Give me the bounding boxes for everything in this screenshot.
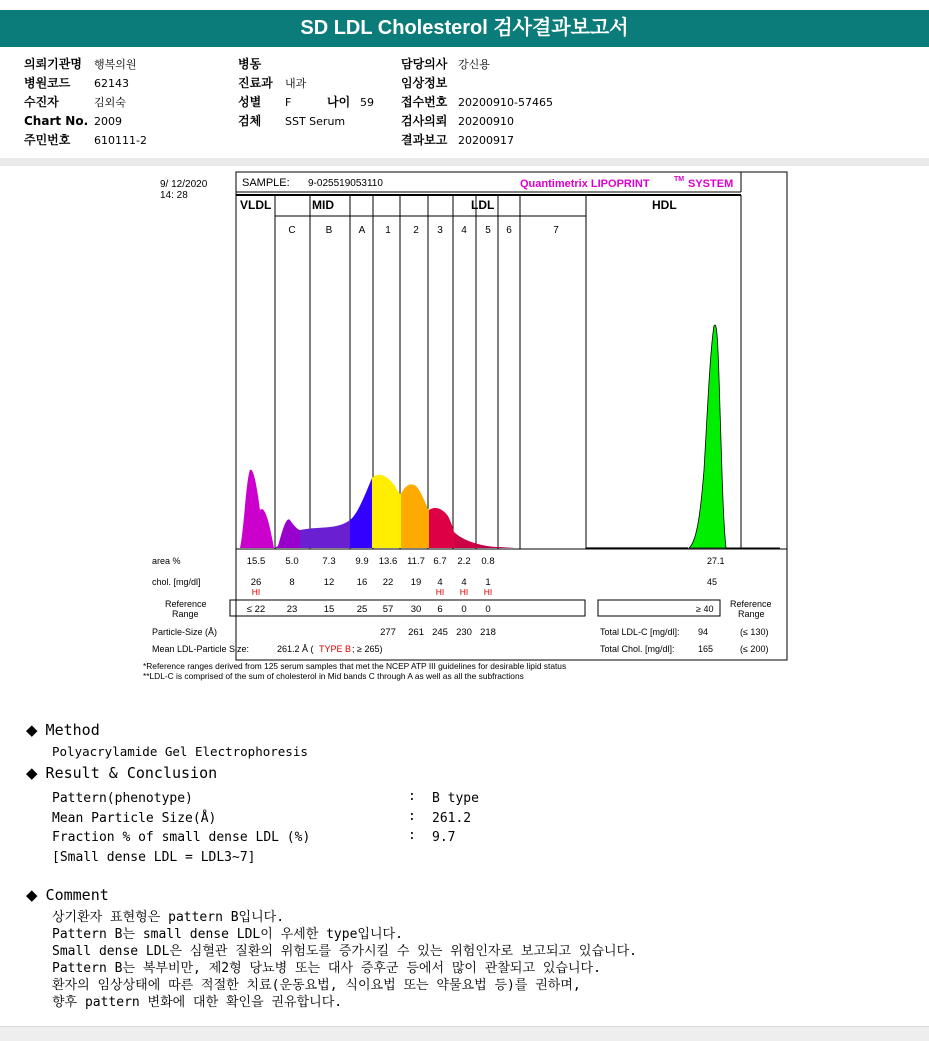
ref-label-2: Range bbox=[172, 609, 199, 619]
area-value: 2.2 bbox=[457, 556, 471, 567]
info-row-chart-no bbox=[24, 112, 147, 131]
info-label: 진료과 bbox=[238, 76, 273, 90]
total-ldl-label: Total LDL-C [mg/dl]: bbox=[600, 627, 680, 637]
ref-value: 0 bbox=[485, 604, 491, 615]
particle-values bbox=[380, 627, 496, 638]
ref-value: 0 bbox=[461, 604, 467, 615]
lipoprint-svg bbox=[140, 170, 790, 690]
electropherogram bbox=[237, 325, 780, 548]
info-value: 20200917 bbox=[458, 134, 514, 147]
group-ldl: LDL bbox=[471, 198, 495, 212]
band-label-6: 6 bbox=[506, 225, 512, 236]
ref-value: 23 bbox=[286, 604, 298, 615]
chol-value: 4 bbox=[461, 577, 467, 588]
band-lines bbox=[275, 195, 586, 549]
group-mid: MID bbox=[312, 198, 334, 212]
hi-flag: HI bbox=[459, 587, 469, 597]
particle-size-value: 230 bbox=[456, 627, 472, 638]
hi-flag: HI bbox=[251, 587, 261, 597]
diamond-icon: ◆ bbox=[26, 886, 38, 904]
ref-value: ≤ 22 bbox=[246, 604, 266, 615]
comment-heading bbox=[26, 886, 109, 904]
info-row-hospital-code bbox=[24, 74, 147, 93]
info-row-doctor bbox=[401, 55, 553, 74]
ref-label-2-right: Range bbox=[738, 609, 765, 619]
result-note: [Small dense LDL = LDL3~7] bbox=[52, 850, 256, 865]
curve-hdl bbox=[689, 325, 726, 548]
area-values bbox=[247, 556, 495, 567]
report-title: SD LDL Cholesterol 검사결과보고서 bbox=[0, 10, 929, 47]
system-tm: TM bbox=[674, 176, 685, 183]
info-row-receipt-no bbox=[401, 93, 553, 112]
method-heading-text: Method bbox=[45, 721, 100, 739]
info-label: 결과보고 bbox=[401, 133, 448, 147]
info-value: 20200910-57465 bbox=[458, 96, 553, 109]
curve-ldl3 bbox=[429, 508, 454, 548]
result-heading-text: Result & Conclusion bbox=[45, 764, 218, 782]
chol-value: 8 bbox=[289, 577, 295, 588]
hi-flag: HI bbox=[483, 587, 493, 597]
result-value-fraction: 9.7 bbox=[432, 830, 456, 845]
info-value: 59 bbox=[360, 96, 374, 109]
info-label: 담당의사 bbox=[401, 57, 448, 71]
diamond-icon: ◆ bbox=[26, 721, 38, 739]
curve-ldl1 bbox=[372, 475, 401, 548]
chol-hdl: 45 bbox=[707, 577, 718, 587]
info-value: F bbox=[285, 96, 292, 109]
chart-time: 14: 28 bbox=[160, 190, 188, 201]
info-row-ward bbox=[238, 55, 398, 74]
chol-value: 12 bbox=[323, 577, 335, 588]
particle-size-value: 245 bbox=[432, 627, 448, 638]
lipoprint-chart bbox=[140, 170, 790, 690]
comment-line: 상기환자 표현형은 pattern B입니다. bbox=[52, 910, 285, 925]
info-row-report-date bbox=[401, 131, 553, 150]
result-sep: : bbox=[408, 828, 416, 843]
ref-value: 15 bbox=[323, 604, 335, 615]
curve-ldl-tail bbox=[500, 547, 515, 548]
info-row-patient bbox=[24, 93, 147, 112]
area-value: 0.8 bbox=[481, 556, 495, 567]
curve-mid-c bbox=[274, 519, 300, 548]
band-label-3: 3 bbox=[437, 225, 443, 236]
info-value: 강신용 bbox=[458, 58, 490, 71]
section-divider bbox=[0, 158, 929, 166]
info-value: 2009 bbox=[94, 115, 122, 128]
info-value: 62143 bbox=[94, 77, 129, 90]
result-label-pattern: Pattern(phenotype) bbox=[52, 791, 193, 806]
info-value: SST Serum bbox=[285, 115, 346, 128]
ref-value: 25 bbox=[356, 604, 368, 615]
chol-value: 16 bbox=[356, 577, 368, 588]
area-value: 9.9 bbox=[355, 556, 369, 567]
curve-mid-b bbox=[300, 520, 350, 548]
info-right bbox=[401, 55, 553, 150]
chol-value: 1 bbox=[485, 577, 491, 588]
chol-value: 4 bbox=[437, 577, 443, 588]
info-label: 의뢰기관명 bbox=[24, 57, 82, 71]
area-value: 13.6 bbox=[378, 556, 398, 567]
band-label-1: 1 bbox=[385, 225, 391, 236]
mean-suffix: ; ≥ 265) bbox=[352, 644, 383, 654]
sample-id: 9-025519053110 bbox=[308, 178, 383, 189]
info-label: 수진자 bbox=[24, 95, 59, 109]
ref-values bbox=[247, 604, 491, 615]
band-label-5: 5 bbox=[485, 225, 491, 236]
ref-value: 6 bbox=[437, 604, 443, 615]
curve-ldl4 bbox=[454, 532, 478, 548]
row-area-label: area % bbox=[152, 556, 181, 566]
mean-value: 261.2 Å ( bbox=[277, 644, 314, 654]
info-value: 행복의원 bbox=[94, 58, 137, 71]
total-ldl-value: 94 bbox=[698, 627, 709, 637]
result-value-size: 261.2 bbox=[432, 811, 472, 826]
info-label: 나이 bbox=[327, 95, 351, 109]
info-label: 병동 bbox=[238, 57, 262, 71]
comment-line: Pattern B는 small dense LDL이 우세한 type입니다. bbox=[52, 927, 403, 942]
ref-value: 57 bbox=[382, 604, 394, 615]
mean-label: Mean LDL-Particle Size: bbox=[152, 644, 250, 654]
info-value: 김외숙 bbox=[94, 96, 126, 109]
info-label: 병원코드 bbox=[24, 76, 71, 90]
info-value: 내과 bbox=[285, 77, 307, 90]
method-heading bbox=[26, 721, 100, 739]
group-vldl: VLDL bbox=[240, 198, 272, 212]
method-text: Polyacrylamide Gel Electrophoresis bbox=[52, 744, 308, 759]
ref-box-ldl bbox=[230, 600, 585, 616]
total-chol-value: 165 bbox=[698, 644, 714, 654]
result-sep: : bbox=[408, 809, 416, 824]
band-label-B: B bbox=[325, 225, 333, 236]
ref-label-1-right: Reference bbox=[730, 599, 772, 609]
info-label: 임상정보 bbox=[401, 76, 448, 90]
info-row-dept bbox=[238, 74, 398, 93]
chol-values bbox=[251, 577, 493, 597]
chart-frame bbox=[236, 172, 787, 660]
area-hdl: 27.1 bbox=[707, 556, 725, 566]
system-name: Quantimetrix LIPOPRINT bbox=[520, 178, 650, 190]
info-row-specimen bbox=[238, 112, 398, 131]
info-left bbox=[24, 55, 147, 150]
band-label-2: 2 bbox=[413, 225, 419, 236]
system-suffix: SYSTEM bbox=[688, 178, 734, 190]
group-hdl: HDL bbox=[652, 198, 677, 212]
curve-ldl2 bbox=[401, 484, 429, 548]
curve-vldl bbox=[237, 470, 274, 548]
info-label: 접수번호 bbox=[401, 95, 448, 109]
result-label-size: Mean Particle Size(Å) bbox=[52, 811, 217, 826]
info-label: Chart No. bbox=[24, 114, 89, 128]
info-value: 610111-2 bbox=[94, 134, 147, 147]
hi-flag: HI bbox=[435, 587, 445, 597]
chart-date: 9/ 12/2020 bbox=[160, 179, 208, 190]
info-row-sex-age bbox=[238, 93, 398, 112]
total-chol-ref: (≤ 200) bbox=[740, 644, 769, 654]
info-label: 검사의뢰 bbox=[401, 114, 448, 128]
ref-hdl: ≥ 40 bbox=[696, 604, 714, 614]
chol-value: 19 bbox=[410, 577, 422, 588]
curve-mid-a bbox=[350, 478, 372, 548]
info-middle bbox=[238, 55, 398, 131]
comment-heading-text: Comment bbox=[45, 886, 109, 904]
area-value: 15.5 bbox=[246, 556, 266, 567]
row-chol-label: chol. [mg/dl] bbox=[152, 577, 201, 587]
comment-line: Small dense LDL은 심혈관 질환의 위험도를 증가시킬 수 있는 위험인자로 보고되고 있습니다. bbox=[52, 944, 637, 959]
total-chol-label: Total Chol. [mg/dl]: bbox=[600, 644, 675, 654]
area-value: 7.3 bbox=[322, 556, 336, 567]
curve-ldl5 bbox=[478, 544, 500, 548]
band-label-A: A bbox=[358, 225, 366, 236]
area-value: 6.7 bbox=[433, 556, 447, 567]
band-label-C: C bbox=[288, 225, 296, 236]
footnote-2: **LDL-C is comprised of the sum of cholesterol in Mid bands C through A as well as all the subfractions bbox=[143, 671, 524, 681]
ref-label-1: Reference bbox=[165, 599, 207, 609]
comment-line: Pattern B는 복부비만, 제2형 당뇨병 또는 대사 증후군 등에서 많이 관찰되고 있습니다. bbox=[52, 961, 601, 976]
band-labels bbox=[288, 225, 559, 236]
info-row-request-date bbox=[401, 112, 553, 131]
comment-line: 환자의 임상상태에 따른 적절한 치료(운동요법, 식이요법 또는 약물요법 등)를 권하며, bbox=[52, 978, 581, 993]
total-ldl-ref: (≤ 130) bbox=[740, 627, 769, 637]
result-label-fraction: Fraction % of small dense LDL (%) bbox=[52, 830, 311, 845]
result-sep: : bbox=[408, 789, 416, 804]
result-heading bbox=[26, 764, 217, 782]
comment-line: 향후 pattern 변화에 대한 확인을 권유합니다. bbox=[52, 995, 343, 1010]
band-label-4: 4 bbox=[461, 225, 467, 236]
particle-size-value: 277 bbox=[380, 627, 396, 638]
footnote-1: *Reference ranges derived from 125 serum samples that met the NCEP ATP III guidelines for desirable lipid status bbox=[143, 661, 567, 671]
info-row-institution bbox=[24, 55, 147, 74]
ref-value: 30 bbox=[410, 604, 422, 615]
area-value: 5.0 bbox=[285, 556, 299, 567]
particle-size-value: 261 bbox=[408, 627, 424, 638]
area-value: 11.7 bbox=[407, 556, 425, 567]
info-label: 성별 bbox=[238, 95, 262, 109]
info-label: 주민번호 bbox=[24, 133, 71, 147]
particle-size-value: 218 bbox=[480, 627, 496, 638]
info-value: 20200910 bbox=[458, 115, 514, 128]
chol-value: 22 bbox=[382, 577, 394, 588]
mean-type: TYPE B bbox=[319, 644, 352, 654]
info-label: 검체 bbox=[238, 114, 262, 128]
result-value-pattern: B type bbox=[432, 791, 479, 806]
info-row-resident-no bbox=[24, 131, 147, 150]
info-row-clinical bbox=[401, 74, 553, 93]
chol-value: 26 bbox=[250, 577, 262, 588]
band-label-7: 7 bbox=[553, 225, 559, 236]
bottom-scroll-area bbox=[0, 1026, 929, 1041]
sample-label: SAMPLE: bbox=[242, 177, 290, 189]
particle-label: Particle-Size (Å) bbox=[152, 627, 218, 637]
diamond-icon: ◆ bbox=[26, 764, 38, 782]
